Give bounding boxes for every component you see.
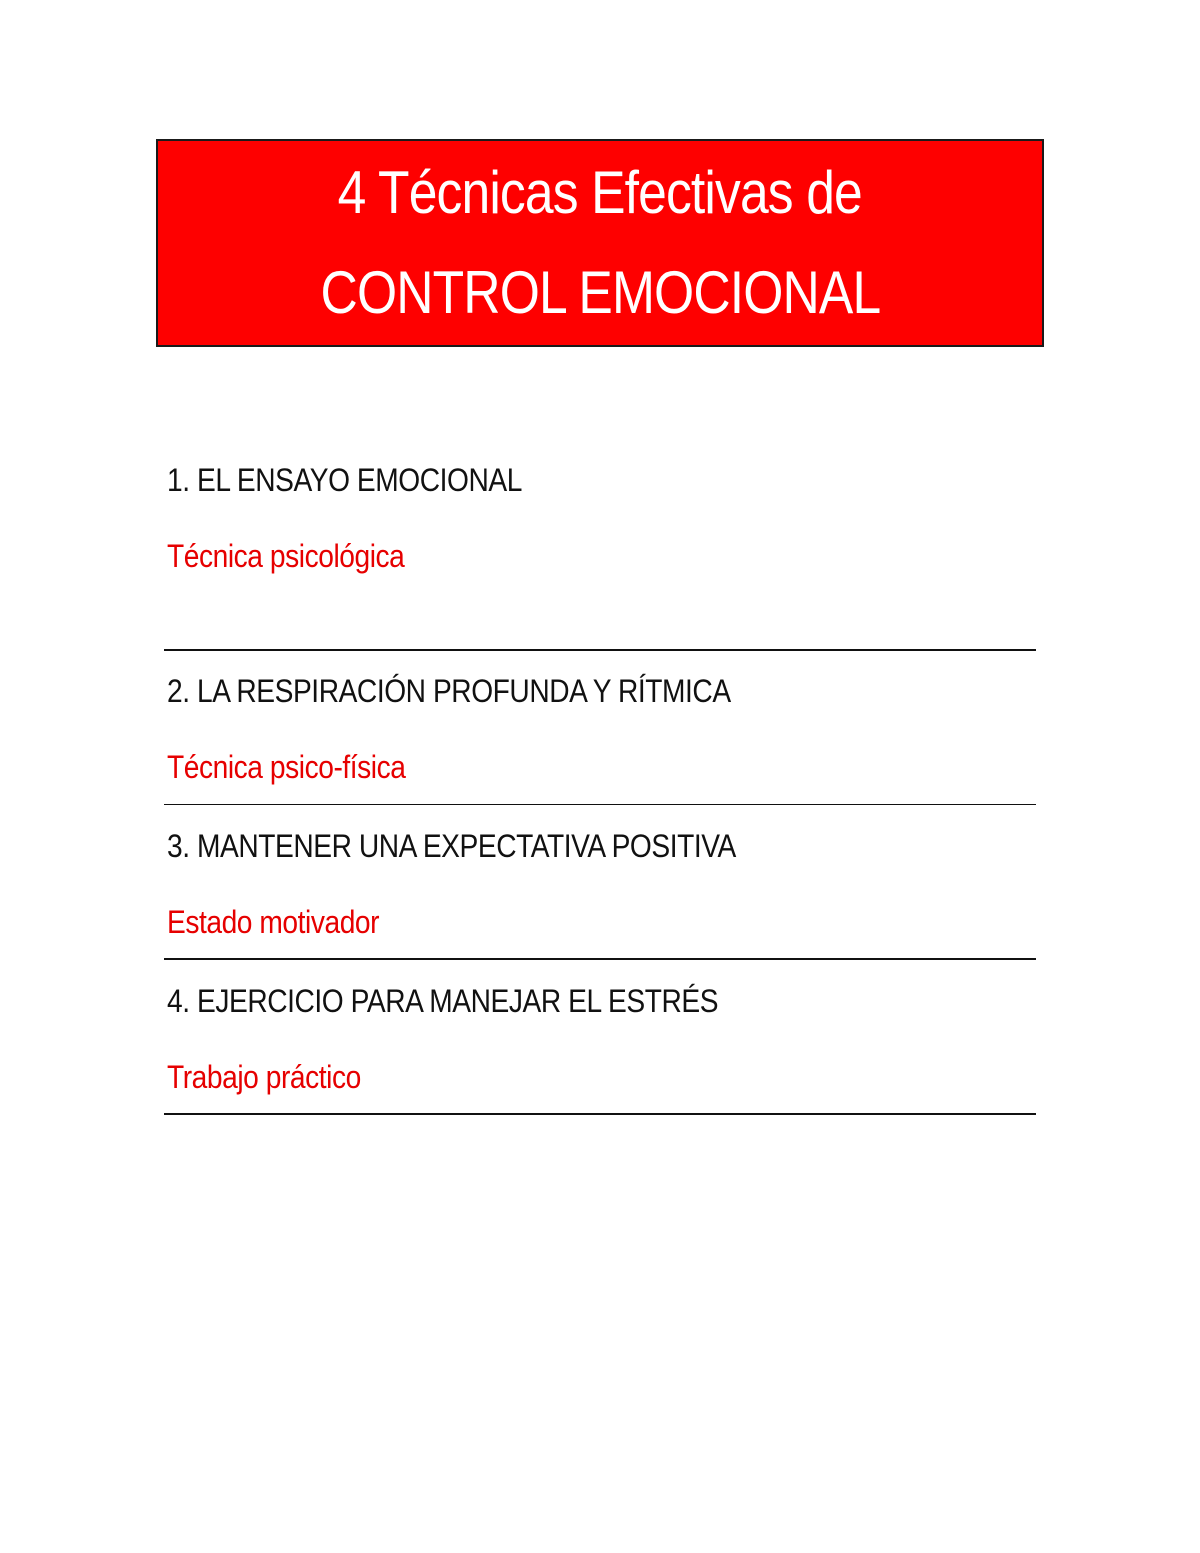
technique-1-heading: 1. EL ENSAYO EMOCIONAL: [167, 462, 522, 498]
divider-4: [164, 1113, 1036, 1115]
technique-1-subtitle: Técnica psicológica: [167, 538, 405, 574]
technique-3-heading: 3. MANTENER UNA EXPECTATIVA POSITIVA: [167, 828, 736, 864]
title-line-1: 4 Técnicas Efectivas de: [337, 159, 863, 226]
title-banner: [156, 139, 1044, 347]
technique-3-subtitle: Estado motivador: [167, 904, 380, 940]
divider-1: [164, 649, 1036, 651]
divider-2: [164, 804, 1036, 805]
technique-4-subtitle: Trabajo práctico: [167, 1059, 361, 1095]
divider-3: [164, 958, 1036, 960]
title-line-2: CONTROL EMOCIONAL: [320, 259, 880, 326]
technique-2-heading: 2. LA RESPIRACIÓN PROFUNDA Y RÍTMICA: [167, 673, 731, 709]
technique-4-heading: 4. EJERCICIO PARA MANEJAR EL ESTRÉS: [167, 983, 719, 1019]
technique-2-subtitle: Técnica psico-física: [167, 749, 406, 785]
